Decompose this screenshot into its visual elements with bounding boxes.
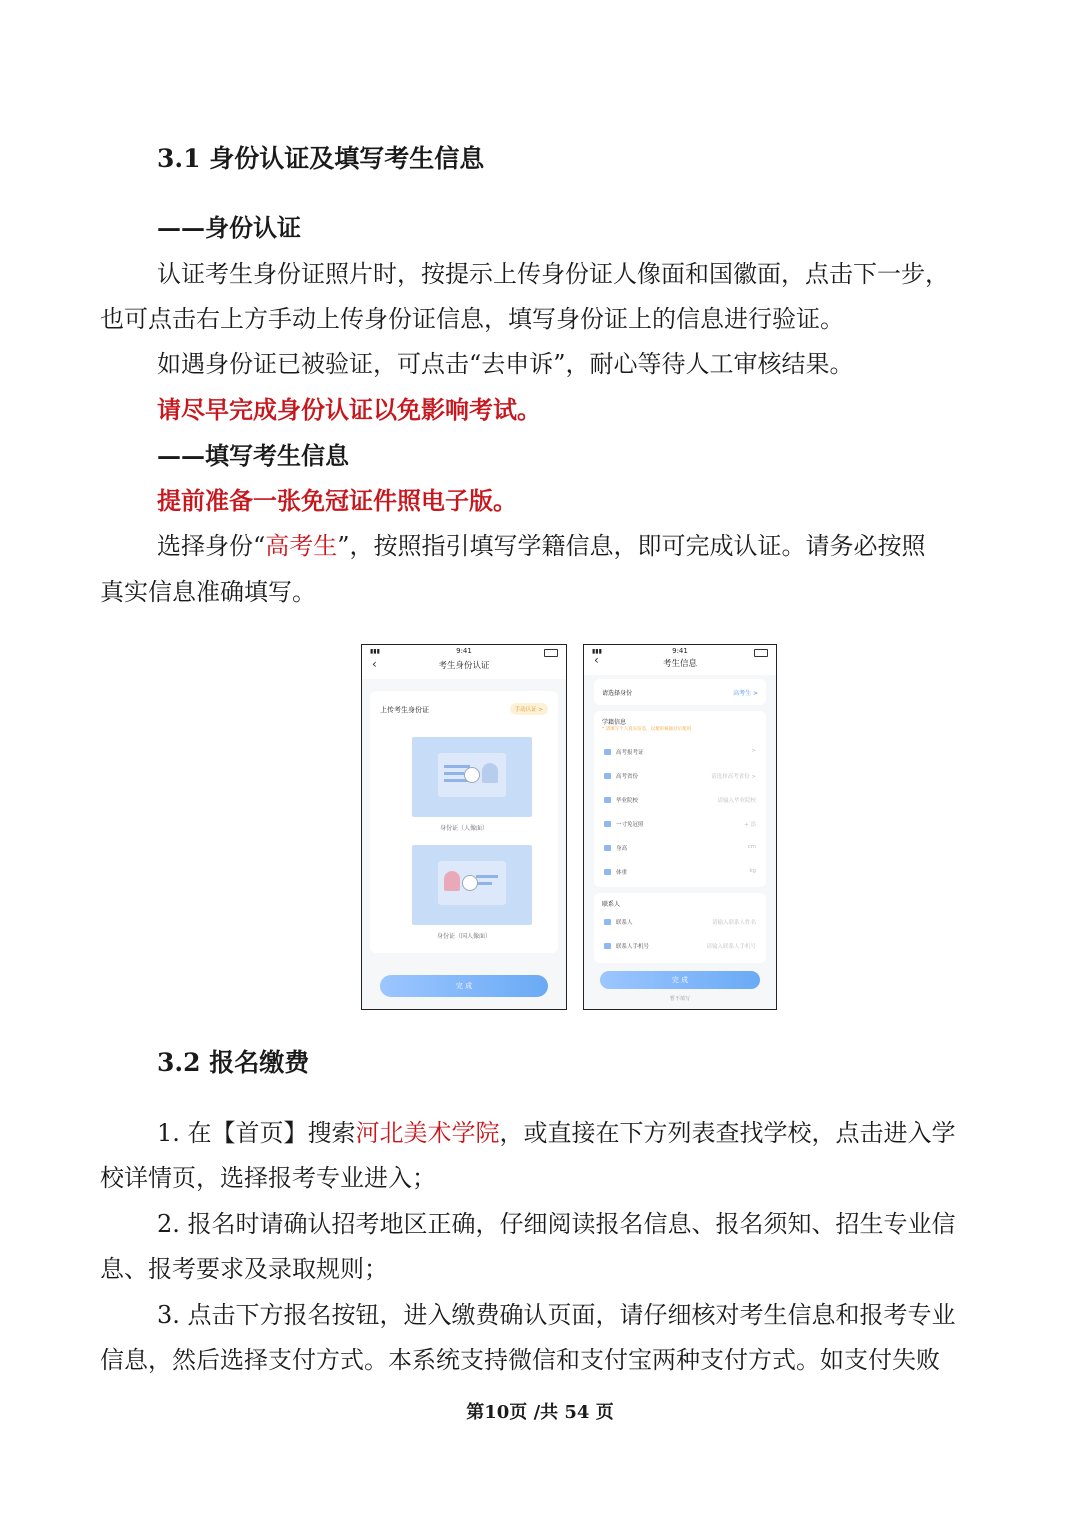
manual-auth-badge[interactable]: 手动认证 > bbox=[510, 703, 548, 715]
subheading-identity-auth: ——身份认证 bbox=[157, 213, 301, 242]
back-caption: 身份证（国人像面） bbox=[436, 933, 491, 940]
paragraph-1-line-1: 认证考生身份证照片时，按提示上传身份证人像面和国徽面，点击下一步， bbox=[157, 260, 949, 288]
red-note-photo: 提前准备一张免冠证件照电子版。 bbox=[157, 486, 517, 515]
field-icon bbox=[604, 821, 611, 827]
id-back-upload[interactable] bbox=[412, 845, 532, 925]
field-icon bbox=[604, 919, 611, 925]
row-value: 请输入联系人手机号 bbox=[706, 944, 756, 950]
paragraph-1-line-2: 也可点击右上方手动上传身份证信息，填写身份证上的信息进行验证。 bbox=[100, 305, 844, 333]
field-icon bbox=[604, 943, 611, 949]
identity-select-row[interactable] bbox=[594, 679, 766, 705]
row-label: 联系人手机号 bbox=[616, 944, 650, 950]
info-row[interactable] bbox=[598, 791, 762, 811]
phone1-title: 考生身份认证 bbox=[438, 661, 490, 671]
field-icon bbox=[604, 797, 611, 803]
contact-row[interactable] bbox=[598, 913, 762, 933]
upload-card-title: 上传考生身份证 bbox=[380, 706, 429, 714]
status-time: 9:41 bbox=[672, 647, 688, 655]
paragraph-2: 如遇身份证已被验证，可点击“去申诉”，耐心等待人工审核结果。 bbox=[157, 350, 854, 378]
p3-post: ”，按照指引填写学籍信息，即可完成认证。请务必按照 bbox=[337, 532, 926, 560]
identity-label: 请选择身份 bbox=[602, 690, 633, 697]
battery-icon bbox=[544, 649, 558, 657]
section-3-2-title: 3.2 报名缴费 bbox=[157, 1048, 310, 1077]
item-2-line-2: 息、报考要求及录取规则； bbox=[100, 1255, 388, 1283]
item-1-line-2: 校详情页，选择报考专业进入； bbox=[100, 1164, 436, 1192]
row-label: 身高 bbox=[616, 846, 628, 852]
signal-icon: ▮▮▮ bbox=[370, 648, 380, 655]
info-row[interactable] bbox=[598, 863, 762, 883]
row-value: 请输入联系人姓名 bbox=[711, 920, 756, 926]
row-value: 请输入毕业院校 bbox=[717, 798, 756, 804]
row-label: 联系人 bbox=[616, 920, 633, 926]
signal-icon: ▮▮▮ bbox=[592, 648, 602, 655]
row-label: 高考省份 bbox=[616, 774, 639, 780]
paragraph-3-line-2: 真实信息准确填写。 bbox=[100, 578, 316, 606]
phone-screenshot-student-info bbox=[583, 644, 777, 1010]
front-caption: 身份证（人像面） bbox=[439, 825, 488, 832]
row-value: 请选择高考省份 > bbox=[711, 774, 756, 780]
upload-card bbox=[370, 691, 558, 953]
skip-link[interactable]: 暂不填写 bbox=[669, 996, 690, 1002]
section-3-1-title: 3.1 身份认证及填写考生信息 bbox=[157, 144, 485, 173]
subheading-fill-info: ——填写考生信息 bbox=[157, 441, 349, 470]
info-row[interactable] bbox=[598, 839, 762, 859]
id-front-upload[interactable] bbox=[412, 737, 532, 817]
row-value: kg bbox=[749, 868, 756, 874]
field-icon bbox=[604, 749, 611, 755]
field-icon bbox=[604, 845, 611, 851]
status-bar bbox=[362, 647, 566, 657]
phone2-title: 考生信息 bbox=[662, 659, 697, 669]
finish-button[interactable]: 完 成 bbox=[380, 975, 548, 997]
page-number-footer: 第10页 /共 54 页 bbox=[466, 1402, 614, 1423]
id-card-front-icon bbox=[438, 753, 506, 797]
item-3-line-1: 3. 点击下方报名按钮，进入缴费确认页面，请仔细核对考生信息和报考专业 bbox=[157, 1301, 956, 1329]
i1-pre: 1. 在【首页】搜索 bbox=[157, 1119, 356, 1147]
i1-highlight-school: 河北美术学院 bbox=[355, 1119, 500, 1147]
paragraph-3-line-1 bbox=[157, 531, 926, 561]
finish-button[interactable]: 完 成 bbox=[600, 971, 760, 989]
red-note-early-auth: 请尽早完成身份认证以免影响考试。 bbox=[157, 395, 541, 424]
back-chevron-icon[interactable]: ‹ bbox=[372, 657, 377, 671]
row-value: cm bbox=[747, 844, 756, 850]
contact-row[interactable] bbox=[598, 937, 762, 957]
item-2-line-1: 2. 报名时请确认招考地区正确，仔细阅读报名信息、报名须知、招生专业信 bbox=[157, 1210, 956, 1238]
row-value: + 添 bbox=[744, 822, 756, 828]
status-time: 9:41 bbox=[456, 647, 472, 655]
school-section-title: 学籍信息 bbox=[602, 719, 627, 726]
info-row[interactable] bbox=[598, 767, 762, 787]
item-1-line-1 bbox=[157, 1118, 956, 1148]
item-3-line-2: 信息，然后选择支付方式。本系统支持微信和支付宝两种支付方式。如支付失败 bbox=[100, 1346, 940, 1374]
info-row[interactable] bbox=[598, 815, 762, 835]
identity-value: 高考生 > bbox=[733, 690, 758, 697]
row-label: 高考报考证 bbox=[616, 750, 644, 756]
id-card-back-icon bbox=[438, 861, 506, 905]
p3-highlight-gaokaosheng: 高考生 bbox=[265, 532, 338, 560]
contact-section-title: 联系人 bbox=[602, 901, 621, 908]
p3-pre: 选择身份“ bbox=[157, 532, 266, 560]
field-icon bbox=[604, 773, 611, 779]
row-label: 一寸免冠照 bbox=[616, 822, 644, 828]
back-chevron-icon[interactable]: ‹ bbox=[594, 653, 599, 667]
field-icon bbox=[604, 869, 611, 875]
i1-post: ，或直接在下方列表查找学校，点击进入学 bbox=[499, 1119, 956, 1147]
info-row[interactable] bbox=[598, 743, 762, 763]
battery-icon bbox=[754, 649, 768, 657]
row-label: 体重 bbox=[616, 870, 628, 876]
row-label: 毕业院校 bbox=[616, 798, 639, 804]
row-value: > bbox=[751, 748, 756, 754]
school-hint: * 请填写个人真实信息，以便审核通过后使用 bbox=[602, 727, 692, 732]
phone-screenshot-identity bbox=[361, 644, 567, 1010]
status-bar bbox=[584, 647, 776, 657]
